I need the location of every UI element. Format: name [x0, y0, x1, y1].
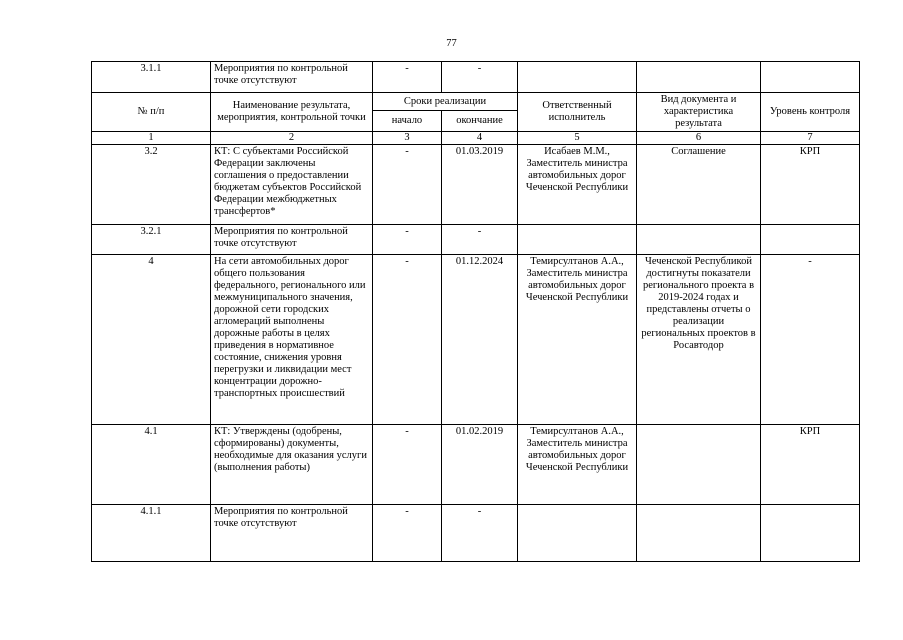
row-doc-cell — [637, 505, 761, 562]
row-end-cell: 01.12.2024 — [442, 255, 518, 425]
row-start-cell: - — [373, 425, 442, 505]
column-number: 5 — [518, 132, 637, 145]
row-name-cell: КТ: Утверждены (одобрены, сформированы) документы, необходимые для оказания услуги (выполнения работы) — [211, 425, 373, 505]
header-doc: Вид документа и характеристика результата — [637, 93, 761, 132]
row-responsible-cell: Темирсултанов А.А., Заместитель министра автомобильных дорог Чеченской Республики — [518, 425, 637, 505]
header-responsible: Ответственный исполнитель — [518, 93, 637, 132]
row-start-cell: - — [373, 225, 442, 255]
row-control-cell: КРП — [761, 145, 860, 225]
row-control-cell: КРП — [761, 425, 860, 505]
row-responsible-cell — [518, 62, 637, 93]
row-start-cell: - — [373, 62, 442, 93]
row-name-cell: КТ: С субъектами Российской Федерации заключены соглашения о предоставлении бюджетам субъектов Российской Федерации межбюджетных трансфертов* — [211, 145, 373, 225]
row-doc-cell: Соглашение — [637, 145, 761, 225]
header-row — [92, 93, 860, 111]
column-number: 2 — [211, 132, 373, 145]
row-end-cell: 01.02.2019 — [442, 425, 518, 505]
row-start-cell: - — [373, 145, 442, 225]
header-terms: Сроки реализации — [373, 93, 518, 111]
row-doc-cell — [637, 425, 761, 505]
row-end-cell: - — [442, 62, 518, 93]
page-number: 77 — [446, 38, 457, 49]
row-responsible-cell: Темирсултанов А.А., Заместитель министра автомобильных дорог Чеченской Республики — [518, 255, 637, 425]
row-start-cell: - — [373, 505, 442, 562]
row-name-cell: На сети автомобильных дорог общего пользования федерального, регионального или межмуниципального значения, дорожной сети городских агломераций выполнены дорожные работы в целях приведения в нормативное состояние, снижения уровня перегрузки и ликвидации мест концентрации дорожно-транспортных происшествий — [211, 255, 373, 425]
column-number: 6 — [637, 132, 761, 145]
row-responsible-cell: Исабаев М.М., Заместитель министра автомобильных дорог Чеченской Республики — [518, 145, 637, 225]
row-name-cell: Мероприятия по контрольной точке отсутствуют — [211, 62, 373, 93]
table-row — [92, 505, 860, 562]
column-number: 1 — [92, 132, 211, 145]
row-control-cell — [761, 225, 860, 255]
column-number: 3 — [373, 132, 442, 145]
table-row — [92, 62, 860, 93]
header-control: Уровень контроля — [761, 93, 860, 132]
column-number: 7 — [761, 132, 860, 145]
row-control-cell — [761, 505, 860, 562]
row-name-cell: Мероприятия по контрольной точке отсутствуют — [211, 505, 373, 562]
header-start: начало — [373, 111, 442, 132]
implementation-plan-table — [91, 61, 860, 562]
table-row — [92, 425, 860, 505]
row-number-cell: 4.1 — [92, 425, 211, 505]
row-number-cell: 4 — [92, 255, 211, 425]
column-numbers-row — [92, 132, 860, 145]
header-name: Наименование результата, мероприятия, контрольной точки — [211, 93, 373, 132]
row-number-cell: 3.1.1 — [92, 62, 211, 93]
header-num: № п/п — [92, 93, 211, 132]
row-responsible-cell — [518, 225, 637, 255]
row-number-cell: 3.2.1 — [92, 225, 211, 255]
row-end-cell: 01.03.2019 — [442, 145, 518, 225]
row-control-cell — [761, 62, 860, 93]
row-number-cell: 4.1.1 — [92, 505, 211, 562]
row-control-cell: - — [761, 255, 860, 425]
row-number-cell: 3.2 — [92, 145, 211, 225]
table-row — [92, 145, 860, 225]
row-doc-cell — [637, 62, 761, 93]
row-name-cell: Мероприятия по контрольной точке отсутствуют — [211, 225, 373, 255]
row-end-cell: - — [442, 225, 518, 255]
row-doc-cell — [637, 225, 761, 255]
row-start-cell: - — [373, 255, 442, 425]
column-number: 4 — [442, 132, 518, 145]
table-row — [92, 255, 860, 425]
row-doc-cell: Чеченской Республикой достигнуты показатели регионального проекта в 2019-2024 годах и представлены отчеты о реализации региональных проектов в Росавтодор — [637, 255, 761, 425]
row-responsible-cell — [518, 505, 637, 562]
table-row — [92, 225, 860, 255]
row-end-cell: - — [442, 505, 518, 562]
header-end: окончание — [442, 111, 518, 132]
